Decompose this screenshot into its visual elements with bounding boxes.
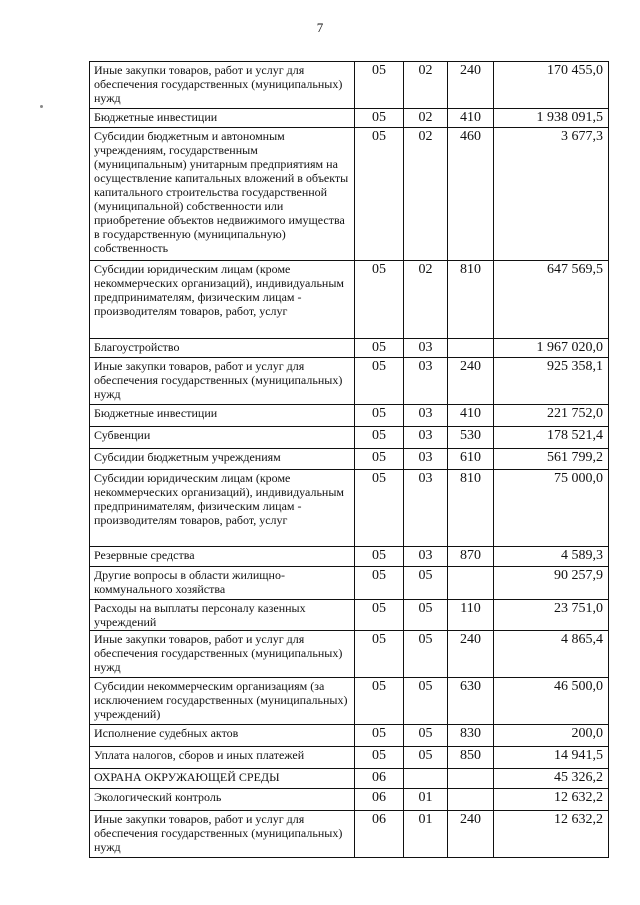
row-subsection: 05 — [404, 600, 448, 631]
row-section: 05 — [355, 62, 404, 109]
table-row — [90, 128, 609, 261]
row-amount: 1 938 091,5 — [494, 109, 609, 128]
row-expense-type: 810 — [448, 470, 494, 547]
row-amount: 178 521,4 — [494, 427, 609, 449]
table-row — [90, 725, 609, 747]
row-amount: 561 799,2 — [494, 449, 609, 470]
row-section: 06 — [355, 811, 404, 858]
row-amount: 90 257,9 — [494, 567, 609, 600]
page-number: 7 — [316, 20, 324, 35]
row-expense-type: 460 — [448, 128, 494, 261]
row-expense-type: 610 — [448, 449, 494, 470]
table-row — [90, 427, 609, 449]
row-section: 06 — [355, 789, 404, 811]
row-subsection: 05 — [404, 678, 448, 725]
table-row — [90, 789, 609, 811]
row-amount: 12 632,2 — [494, 789, 609, 811]
row-amount: 1 967 020,0 — [494, 339, 609, 358]
row-subsection: 02 — [404, 62, 448, 109]
row-amount: 925 358,1 — [494, 358, 609, 405]
row-name: Бюджетные инвестиции — [90, 405, 355, 427]
row-section: 05 — [355, 678, 404, 725]
row-name: Субсидии бюджетным и автономным учреждениям, государственным (муниципальным) унитарным предприятиям на осуществление капитальных вложений в объекты капитального строительства государственной (муниципальной) собственности или приобретение объектов недвижимого имущества в государственную (муниципальную) собственность — [90, 128, 355, 261]
row-amount: 75 000,0 — [494, 470, 609, 547]
row-name: Другие вопросы в области жилищно-коммунального хозяйства — [90, 567, 355, 600]
row-subsection: 03 — [404, 470, 448, 547]
row-subsection: 02 — [404, 109, 448, 128]
row-expense-type — [448, 789, 494, 811]
table-row — [90, 600, 609, 631]
row-amount: 170 455,0 — [494, 62, 609, 109]
row-section: 05 — [355, 747, 404, 769]
row-name: Субсидии юридическим лицам (кроме некоммерческих организаций), индивидуальным предпринимателям, физическим лицам - производителям товаров, работ, услуг — [90, 261, 355, 339]
row-amount: 46 500,0 — [494, 678, 609, 725]
row-name: Резервные средства — [90, 547, 355, 567]
row-section: 06 — [355, 769, 404, 789]
row-amount: 45 326,2 — [494, 769, 609, 789]
row-name: Субсидии некоммерческим организациям (за исключением государственных (муниципальных) учреждений) — [90, 678, 355, 725]
row-subsection: 01 — [404, 789, 448, 811]
row-expense-type: 240 — [448, 631, 494, 678]
row-subsection — [404, 769, 448, 789]
row-section: 05 — [355, 567, 404, 600]
row-name: Иные закупки товаров, работ и услуг для обеспечения государственных (муниципальных) нужд — [90, 811, 355, 858]
row-name: Субсидии бюджетным учреждениям — [90, 449, 355, 470]
row-amount: 14 941,5 — [494, 747, 609, 769]
row-subsection: 03 — [404, 449, 448, 470]
row-section: 05 — [355, 470, 404, 547]
row-subsection: 05 — [404, 567, 448, 600]
row-subsection: 03 — [404, 405, 448, 427]
row-subsection: 05 — [404, 631, 448, 678]
row-expense-type: 410 — [448, 405, 494, 427]
row-expense-type — [448, 769, 494, 789]
scan-speck — [40, 105, 43, 108]
row-amount: 647 569,5 — [494, 261, 609, 339]
row-subsection: 03 — [404, 427, 448, 449]
row-section: 05 — [355, 109, 404, 128]
row-expense-type: 870 — [448, 547, 494, 567]
row-name: Благоустройство — [90, 339, 355, 358]
row-expense-type: 240 — [448, 358, 494, 405]
row-name: Иные закупки товаров, работ и услуг для обеспечения государственных (муниципальных) нужд — [90, 358, 355, 405]
row-section: 05 — [355, 405, 404, 427]
row-name: Экологический контроль — [90, 789, 355, 811]
row-expense-type — [448, 339, 494, 358]
table-row — [90, 62, 609, 109]
row-expense-type: 410 — [448, 109, 494, 128]
row-section: 05 — [355, 631, 404, 678]
row-name: Уплата налогов, сборов и иных платежей — [90, 747, 355, 769]
row-section: 05 — [355, 358, 404, 405]
row-section: 05 — [355, 339, 404, 358]
table-row — [90, 339, 609, 358]
table-row — [90, 547, 609, 567]
row-amount: 200,0 — [494, 725, 609, 747]
table-row — [90, 811, 609, 858]
row-section: 05 — [355, 449, 404, 470]
row-section: 05 — [355, 725, 404, 747]
row-expense-type: 110 — [448, 600, 494, 631]
row-amount: 4 865,4 — [494, 631, 609, 678]
row-name: Иные закупки товаров, работ и услуг для обеспечения государственных (муниципальных) нужд — [90, 631, 355, 678]
row-subsection: 05 — [404, 725, 448, 747]
table-row — [90, 678, 609, 725]
row-expense-type: 630 — [448, 678, 494, 725]
row-name: Расходы на выплаты персоналу казенных учреждений — [90, 600, 355, 631]
row-subsection: 02 — [404, 128, 448, 261]
table-row — [90, 109, 609, 128]
table-row — [90, 358, 609, 405]
table-row — [90, 567, 609, 600]
row-expense-type — [448, 567, 494, 600]
row-subsection: 01 — [404, 811, 448, 858]
row-subsection: 05 — [404, 747, 448, 769]
row-name: Субвенции — [90, 427, 355, 449]
row-name: Иные закупки товаров, работ и услуг для обеспечения государственных (муниципальных) нужд — [90, 62, 355, 109]
table-row — [90, 470, 609, 547]
table-row — [90, 261, 609, 339]
row-subsection: 03 — [404, 358, 448, 405]
row-section: 05 — [355, 600, 404, 631]
row-subsection: 03 — [404, 547, 448, 567]
row-name: ОХРАНА ОКРУЖАЮЩЕЙ СРЕДЫ — [90, 769, 355, 789]
budget-table — [89, 61, 609, 858]
table-row — [90, 405, 609, 427]
row-expense-type: 810 — [448, 261, 494, 339]
table-row — [90, 449, 609, 470]
row-section: 05 — [355, 547, 404, 567]
row-section: 05 — [355, 128, 404, 261]
row-amount: 23 751,0 — [494, 600, 609, 631]
table-row — [90, 747, 609, 769]
row-subsection: 03 — [404, 339, 448, 358]
row-amount: 4 589,3 — [494, 547, 609, 567]
row-expense-type: 240 — [448, 62, 494, 109]
row-section: 05 — [355, 427, 404, 449]
row-expense-type: 240 — [448, 811, 494, 858]
row-expense-type: 530 — [448, 427, 494, 449]
table-row — [90, 769, 609, 789]
table-row — [90, 631, 609, 678]
row-subsection: 02 — [404, 261, 448, 339]
row-name: Исполнение судебных актов — [90, 725, 355, 747]
row-section: 05 — [355, 261, 404, 339]
row-amount: 221 752,0 — [494, 405, 609, 427]
row-name: Бюджетные инвестиции — [90, 109, 355, 128]
row-name: Субсидии юридическим лицам (кроме некоммерческих организаций), индивидуальным предпринимателям, физическим лицам - производителям товаров, работ, услуг — [90, 470, 355, 547]
row-expense-type: 850 — [448, 747, 494, 769]
row-amount: 12 632,2 — [494, 811, 609, 858]
row-expense-type: 830 — [448, 725, 494, 747]
row-amount: 3 677,3 — [494, 128, 609, 261]
